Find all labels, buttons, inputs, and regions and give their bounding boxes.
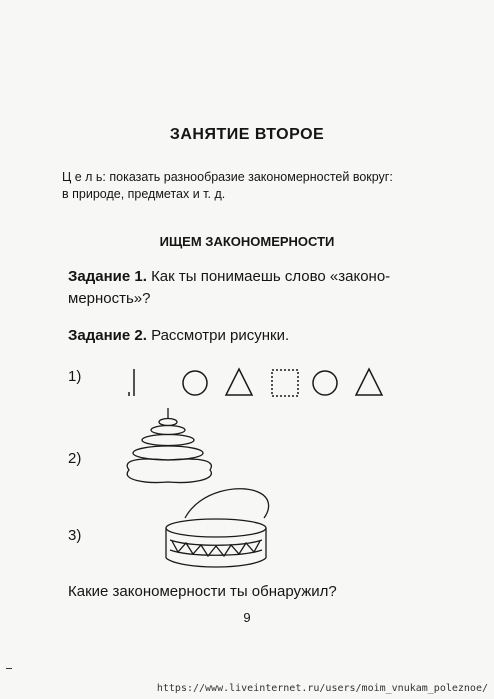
task-1-text: Как ты понимаешь слово «законо- (146, 268, 391, 285)
goal-line-1: Ц е л ь: показать разнообразие закономерностей вокруг: (62, 170, 393, 184)
picture-3-number: 3) (68, 527, 82, 544)
task-2-text: Рассмотри рисунки. (146, 327, 290, 344)
margin-mark (6, 668, 12, 669)
picture-2-number: 2) (68, 450, 82, 467)
task-1-line-2: мерность»? (68, 290, 151, 307)
page-number: 9 (243, 610, 251, 625)
picture-1-number: 1) (68, 368, 82, 385)
footer-url-link[interactable]: https://www.liveinternet.ru/users/moim_vnukam_poleznoe/ (156, 683, 488, 694)
section-subtitle: ИЩЕМ ЗАКОНОМЕРНОСТИ (159, 234, 335, 249)
closing-question: Какие закономерности ты обнаружил? (68, 583, 337, 600)
task-1-label: Задание 1. (68, 268, 147, 285)
task-2-label: Задание 2. (68, 327, 147, 344)
goal-line-2: в природе, предметах и т. д. (62, 187, 226, 201)
page-title: ЗАНЯТИЕ ВТОРОЕ (169, 126, 325, 143)
